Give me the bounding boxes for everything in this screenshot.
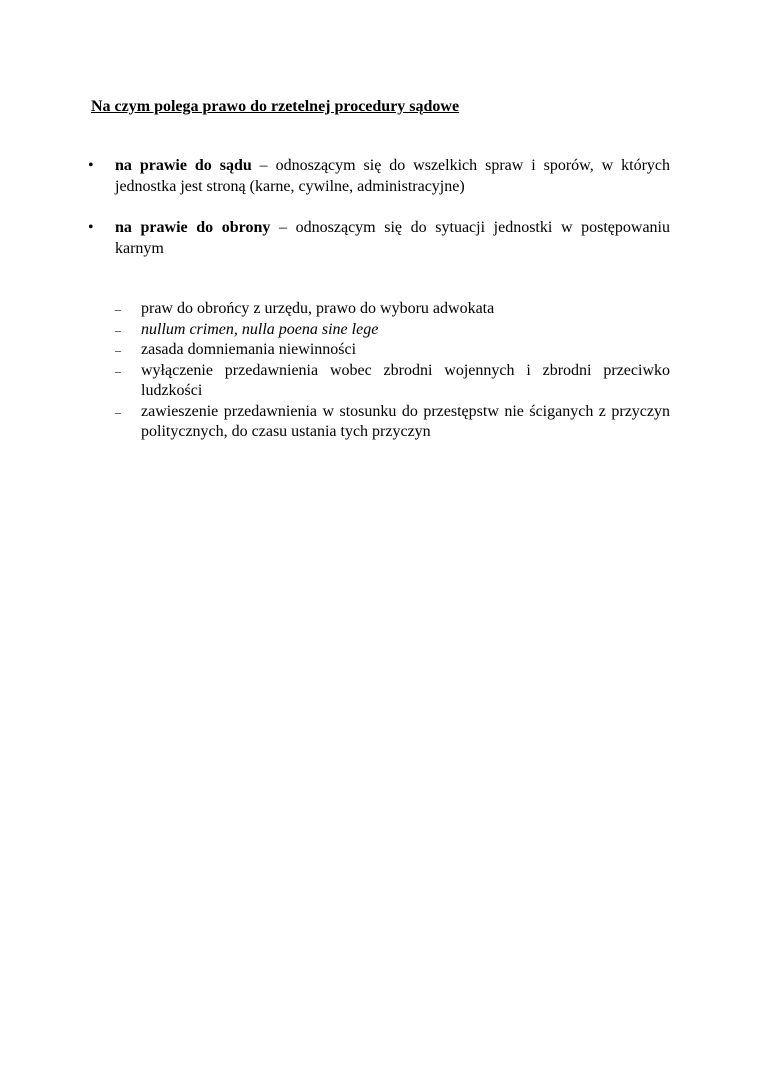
dash-item: [115, 340, 670, 361]
bullet-heading: na prawie do obrony: [115, 219, 271, 236]
dash-item: [115, 361, 670, 402]
bullet-list: [88, 155, 670, 279]
dash-item-text: zawieszenie przedawnienia w stosunku do przestępstw nie ściganych z przyczyn politycznych, do czasu ustania tych przyczyn: [141, 402, 670, 440]
dash-item-text: praw do obrońcy z urzędu, prawo do wyboru adwokata: [141, 300, 495, 317]
dash-item-text: zasada domniemania niewinności: [141, 341, 357, 358]
document-title: Na czym polega prawo do rzetelnej procedury sądowe: [91, 98, 460, 115]
dash-symbol: –: [115, 302, 121, 316]
bullet-symbol: •: [88, 219, 94, 236]
dash-item-text: wyłączenie przedawnienia wobec zbrodni wojennych i zbrodni przeciwko ludzkości: [141, 361, 670, 399]
dash-symbol: –: [115, 363, 121, 378]
bullet-item-right-to-court: [88, 155, 670, 197]
dash-item: [115, 402, 670, 443]
bullet-text: – odnoszącym się do sytuacji jednostki w postępowaniu karnym: [115, 219, 670, 257]
bullet-symbol: •: [88, 157, 94, 174]
bullet-text: – odnoszącym się do wszelkich spraw i sporów, w których jednostka jest stroną (karne, cywilne, administracyjne): [115, 157, 670, 195]
dash-item: [115, 299, 670, 320]
bullet-item-right-to-defense: [88, 217, 670, 259]
dash-symbol: –: [115, 322, 121, 337]
dash-list: [115, 299, 670, 443]
dash-item-text-latin-maxim: nullum crimen, nulla poena sine lege: [141, 320, 379, 338]
dash-symbol: –: [115, 343, 121, 357]
dash-symbol: –: [115, 404, 121, 419]
dash-item: [115, 320, 670, 341]
bullet-heading: na prawie do sądu: [115, 157, 252, 174]
